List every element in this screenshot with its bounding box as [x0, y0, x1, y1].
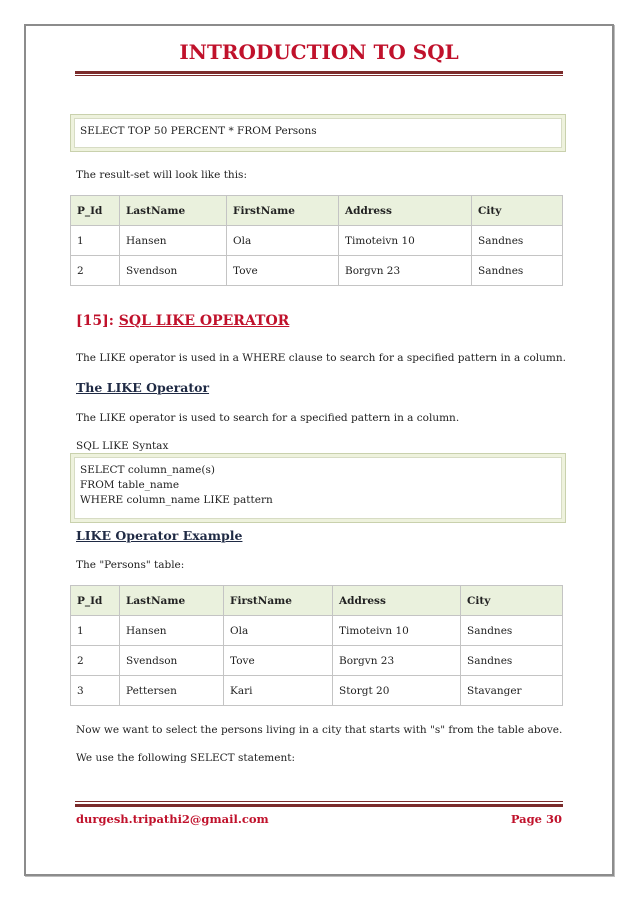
column-header: P_Id [71, 196, 120, 226]
section-description: The LIKE operator is used in a WHERE clause to search for a specified pattern in a column. [76, 352, 566, 364]
table-cell: 2 [71, 256, 120, 286]
footer-rule [75, 804, 563, 807]
column-header: P_Id [71, 586, 120, 616]
like-operator-heading: The LIKE Operator [76, 380, 210, 395]
syntax-code [74, 457, 562, 519]
table-cell: Sandnes [461, 646, 563, 676]
example-heading: LIKE Operator Example [76, 528, 243, 543]
column-header: FirstName [227, 196, 339, 226]
header-rule-thin [75, 75, 563, 76]
table-cell: 3 [71, 676, 120, 706]
paragraph-2: We use the following SELECT statement: [76, 752, 295, 764]
syntax-label: SQL LIKE Syntax [76, 440, 169, 452]
table-cell: Borgvn 23 [339, 256, 472, 286]
syntax-line: WHERE column_name LIKE pattern [80, 494, 273, 506]
table-cell: Svendson [120, 256, 227, 286]
table-row [71, 256, 563, 286]
header-rule [75, 71, 563, 74]
table-cell: Ola [224, 616, 333, 646]
result-table [70, 195, 563, 286]
footer-email: durgesh.tripathi2@gmail.com [76, 812, 269, 826]
table-cell: Tove [224, 646, 333, 676]
table-cell: 1 [71, 226, 120, 256]
section-number: [15]: [76, 313, 114, 329]
query-box [70, 114, 566, 152]
table-cell: Timoteivn 10 [333, 616, 461, 646]
table-cell: Tove [227, 256, 339, 286]
paragraph-1: Now we want to select the persons living in a city that starts with "s" from the table above. [76, 724, 563, 736]
column-header: City [472, 196, 563, 226]
table-cell: Borgvn 23 [333, 646, 461, 676]
table-cell: Sandnes [472, 256, 563, 286]
table-row [71, 616, 563, 646]
column-header: Address [339, 196, 472, 226]
section-title: SQL LIKE OPERATOR [118, 313, 290, 329]
query-text: SELECT TOP 50 PERCENT * FROM Persons [74, 118, 562, 148]
table-header-row [71, 196, 563, 226]
page-title: INTRODUCTION TO SQL [179, 40, 459, 64]
table-cell: Sandnes [461, 616, 563, 646]
column-header: LastName [120, 196, 227, 226]
result-intro: The result-set will look like this: [76, 169, 247, 181]
table-cell: Sandnes [472, 226, 563, 256]
column-header: City [461, 586, 563, 616]
section-heading [76, 313, 289, 329]
table-row [71, 646, 563, 676]
table-cell: Kari [224, 676, 333, 706]
page-number: Page 30 [510, 812, 562, 826]
table-cell: Svendson [120, 646, 224, 676]
column-header: LastName [120, 586, 224, 616]
table-cell: Hansen [120, 226, 227, 256]
table-cell: Storgt 20 [333, 676, 461, 706]
like-description: The LIKE operator is used to search for a specified pattern in a column. [76, 412, 460, 424]
table-cell: Stavanger [461, 676, 563, 706]
syntax-line: SELECT column_name(s) [80, 464, 215, 476]
footer-rule-thin [75, 801, 563, 802]
syntax-box [70, 453, 566, 523]
table-cell: Timoteivn 10 [339, 226, 472, 256]
persons-label: The "Persons" table: [76, 559, 185, 571]
syntax-line: FROM table_name [80, 479, 180, 491]
column-header: Address [333, 586, 461, 616]
table-header-row [71, 586, 563, 616]
table-cell: Pettersen [120, 676, 224, 706]
persons-table [70, 585, 563, 706]
table-cell: Ola [227, 226, 339, 256]
table-cell: 1 [71, 616, 120, 646]
table-cell: Hansen [120, 616, 224, 646]
table-cell: 2 [71, 646, 120, 676]
table-row [71, 226, 563, 256]
column-header: FirstName [224, 586, 333, 616]
table-row [71, 676, 563, 706]
